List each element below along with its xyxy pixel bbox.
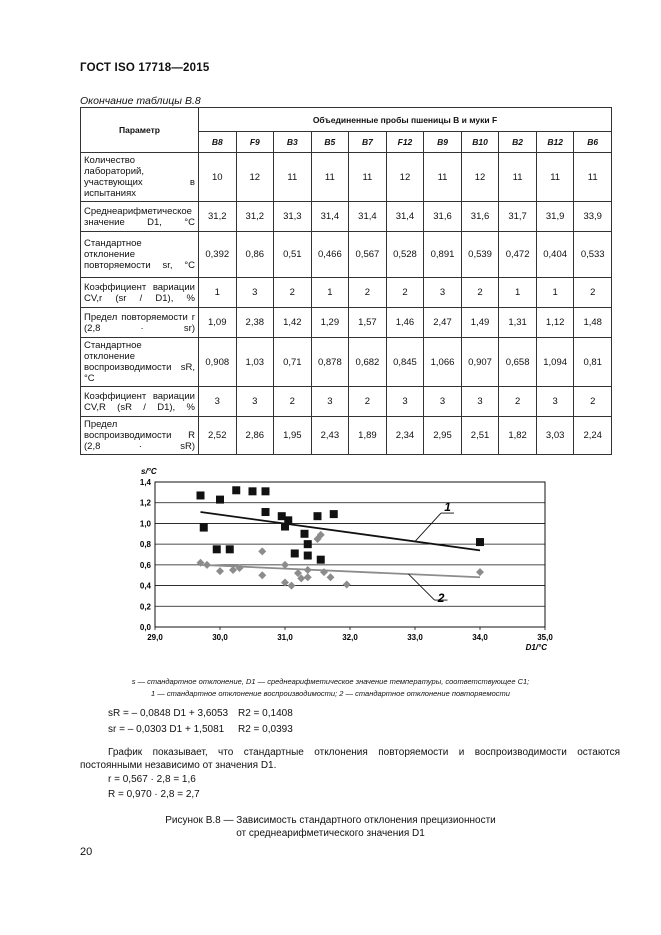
table-cell: 1,48 (574, 308, 612, 338)
y-tick-label: 1,0 (139, 519, 151, 529)
data-point-square (291, 549, 299, 557)
data-point-square (284, 516, 292, 524)
data-point-square (317, 556, 325, 564)
data-point-square (197, 491, 205, 499)
table-cell: 31,9 (536, 202, 574, 232)
data-point-square (200, 524, 208, 532)
data-point-square (476, 538, 484, 546)
sample-header-B8: B8 (198, 132, 236, 153)
table-row (81, 387, 612, 417)
table-cell: 2 (574, 387, 612, 417)
x-tick-label: 31,0 (277, 633, 293, 642)
table-cell: 2 (274, 278, 312, 308)
table-cell: 31,4 (349, 202, 387, 232)
table-cell: 11 (311, 153, 349, 202)
data-point-square (314, 512, 322, 520)
legend-line-1: s — стандартное отклонение, D1 — среднеарифметическое значение температуры, соответствующее C1; (131, 677, 530, 686)
table-row (81, 308, 612, 338)
legend-line-2: 1 — стандартное отклонение воспроизводимости; 2 — стандартное отклонение повторяемости (151, 689, 510, 698)
table-cell: 2,52 (198, 417, 236, 455)
table-cell: 0,658 (499, 338, 537, 387)
table-cell: 1,03 (236, 338, 274, 387)
table-cell: 2 (499, 387, 537, 417)
table-cell: 3,03 (536, 417, 574, 455)
figure-caption-2: от среднеарифметического значения D1 (236, 828, 425, 839)
table-cell: 3 (461, 387, 499, 417)
table-cell: 2 (349, 278, 387, 308)
table-row (81, 232, 612, 278)
table-cell: 1,95 (274, 417, 312, 455)
y-tick-label: 0,4 (139, 581, 151, 591)
table-cell: 1 (198, 278, 236, 308)
x-tick-label: 29,0 (147, 633, 163, 642)
table-cell: 2,95 (424, 417, 462, 455)
table-cell: 3 (424, 387, 462, 417)
table-cell: 12 (461, 153, 499, 202)
row-label: Количество лабораторий, участвующих в испытаниях (81, 153, 199, 202)
table-cell: 3 (198, 387, 236, 417)
page-number: 20 (80, 846, 93, 858)
table-cell: 1,89 (349, 417, 387, 455)
sample-header-B7: B7 (349, 132, 387, 153)
sample-header-B9: B9 (424, 132, 462, 153)
sample-header-B2: B2 (499, 132, 537, 153)
data-point-square (301, 530, 309, 538)
data-point-square (216, 496, 224, 504)
table-cell: 1,09 (198, 308, 236, 338)
table-cell: 3 (236, 387, 274, 417)
formula-sr: sr = – 0,0303 D1 + 1,5081 (108, 724, 225, 735)
table-cell: 1,29 (311, 308, 349, 338)
row-label: Стандартное отклонение повторяемости sr, °C (81, 232, 199, 278)
table-cell: 2,86 (236, 417, 274, 455)
table-cell: 11 (499, 153, 537, 202)
table-cell: 0,86 (236, 232, 274, 278)
formula-sR: sR = – 0,0848 D1 + 3,6053 (108, 708, 229, 719)
data-point-square (213, 545, 221, 553)
table-cell: 1,57 (349, 308, 387, 338)
x-tick-label: 35,0 (537, 633, 553, 642)
table-cell: 3 (536, 387, 574, 417)
x-tick-label: 34,0 (472, 633, 488, 642)
sample-header-F12: F12 (386, 132, 424, 153)
table-cell: 2 (461, 278, 499, 308)
table-cell: 31,2 (236, 202, 274, 232)
table-cell: 2 (386, 278, 424, 308)
table-cell: 0,404 (536, 232, 574, 278)
table-cell: 3 (386, 387, 424, 417)
table-cell: 0,392 (198, 232, 236, 278)
table-cell: 2,24 (574, 417, 612, 455)
table-cell: 2,34 (386, 417, 424, 455)
y-axis-label: s/°C (141, 467, 157, 476)
row-label: Коэффициент вариации CV,R (sR / D1), % (81, 387, 199, 417)
table-cell: 0,472 (499, 232, 537, 278)
data-point-square (249, 487, 257, 495)
table-cell: 11 (536, 153, 574, 202)
param-header: Параметр (81, 108, 199, 153)
group-header: Объединенные пробы пшеницы B и муки F (198, 108, 611, 132)
body-paragraph: График показывает, что стандартные отклонения повторяемости и воспроизводимости остаются постоянными независимо от значения D1. (80, 747, 620, 771)
table-cell: 1,82 (499, 417, 537, 455)
table-cell: 3 (236, 278, 274, 308)
precision-table (80, 107, 612, 455)
table-cell: 1 (311, 278, 349, 308)
table-cell: 31,6 (424, 202, 462, 232)
y-tick-label: 0,0 (139, 623, 151, 632)
table-cell: 1 (499, 278, 537, 308)
plot-area (155, 482, 545, 627)
table-cell: 33,9 (574, 202, 612, 232)
R-calculation: R = 0,970 · 2,8 = 2,7 (108, 789, 200, 800)
table-cell: 0,878 (311, 338, 349, 387)
table-cell: 0,682 (349, 338, 387, 387)
x-axis-label: D1/°C (525, 643, 547, 652)
table-cell: 11 (274, 153, 312, 202)
x-tick-label: 32,0 (342, 633, 358, 642)
table-caption: Окончание таблицы В.8 (80, 95, 201, 107)
table-cell: 0,908 (198, 338, 236, 387)
table-cell: 1,31 (499, 308, 537, 338)
table-cell: 2,51 (461, 417, 499, 455)
table-cell: 11 (424, 153, 462, 202)
table-cell: 2 (274, 387, 312, 417)
table-cell: 0,71 (274, 338, 312, 387)
table-cell: 0,81 (574, 338, 612, 387)
sample-header-B12: B12 (536, 132, 574, 153)
table-cell: 0,539 (461, 232, 499, 278)
table-cell: 2,38 (236, 308, 274, 338)
table-cell: 1,12 (536, 308, 574, 338)
row-label: Стандартное отклонение воспроизводимости sR, °C (81, 338, 199, 387)
table-cell: 3 (424, 278, 462, 308)
row-label: Предел повторяемости r (2,8 · sr) (81, 308, 199, 338)
table-cell: 12 (386, 153, 424, 202)
row-label: Коэффициент вариации CV,r (sr / D1), % (81, 278, 199, 308)
table-cell: 0,51 (274, 232, 312, 278)
data-point-square (262, 508, 270, 516)
table-cell: 10 (198, 153, 236, 202)
table-cell: 31,4 (386, 202, 424, 232)
table-cell: 11 (574, 153, 612, 202)
y-tick-label: 1,4 (139, 478, 151, 487)
table-cell: 1,066 (424, 338, 462, 387)
table-cell: 0,528 (386, 232, 424, 278)
figure-caption-1: Рисунок В.8 — Зависимость стандартного отклонения прецизионности (165, 815, 496, 826)
data-point-square (262, 487, 270, 495)
data-point-square (304, 540, 312, 548)
scatter-chart (120, 462, 560, 662)
table-cell: 1,42 (274, 308, 312, 338)
y-tick-label: 1,2 (139, 498, 151, 508)
table-cell: 3 (311, 387, 349, 417)
y-tick-label: 0,8 (139, 540, 151, 550)
sample-header-B5: B5 (311, 132, 349, 153)
table-cell: 11 (349, 153, 387, 202)
data-point-square (330, 510, 338, 518)
sample-header-B6: B6 (574, 132, 612, 153)
table-cell: 1,094 (536, 338, 574, 387)
sample-header-B10: B10 (461, 132, 499, 153)
table-cell: 31,4 (311, 202, 349, 232)
row-label: Среднеарифметическое значение D1, °C (81, 202, 199, 232)
chart-container (120, 462, 560, 662)
table-cell: 1,49 (461, 308, 499, 338)
r-calculation: r = 0,567 · 2,8 = 1,6 (108, 774, 196, 785)
table-row (81, 278, 612, 308)
table-cell: 2,43 (311, 417, 349, 455)
data-point-square (304, 552, 312, 560)
data-point-square (232, 486, 240, 494)
sample-header-B3: B3 (274, 132, 312, 153)
table-cell: 12 (236, 153, 274, 202)
x-tick-label: 30,0 (212, 633, 228, 642)
table-cell: 2 (349, 387, 387, 417)
table-row (81, 338, 612, 387)
table-cell: 1,46 (386, 308, 424, 338)
row-label: Предел воспроизводимости R (2,8 · sR) (81, 417, 199, 455)
table-row (81, 417, 612, 455)
table-cell: 0,845 (386, 338, 424, 387)
table-cell: 31,3 (274, 202, 312, 232)
formula-sR-r2: R2 = 0,1408 (238, 708, 293, 719)
x-tick-label: 33,0 (407, 633, 423, 642)
table-cell: 2,47 (424, 308, 462, 338)
sample-header-F9: F9 (236, 132, 274, 153)
table-cell: 31,7 (499, 202, 537, 232)
table-cell: 31,2 (198, 202, 236, 232)
table-cell: 0,533 (574, 232, 612, 278)
table-row (81, 153, 612, 202)
formula-sr-r2: R2 = 0,0393 (238, 724, 293, 735)
table-cell: 1 (536, 278, 574, 308)
table-cell: 0,567 (349, 232, 387, 278)
document-header: ГОСТ ISO 17718—2015 (80, 62, 210, 74)
y-tick-label: 0,6 (139, 560, 151, 570)
table-cell: 0,891 (424, 232, 462, 278)
series-label-2: 2 (437, 591, 445, 606)
table-row (81, 202, 612, 232)
table-cell: 31,6 (461, 202, 499, 232)
series-label-1: 1 (444, 500, 451, 514)
table-cell: 0,466 (311, 232, 349, 278)
table-cell: 2 (574, 278, 612, 308)
table-body (81, 153, 612, 455)
table-cell: 0,907 (461, 338, 499, 387)
y-tick-label: 0,2 (139, 602, 151, 612)
data-point-square (226, 545, 234, 553)
